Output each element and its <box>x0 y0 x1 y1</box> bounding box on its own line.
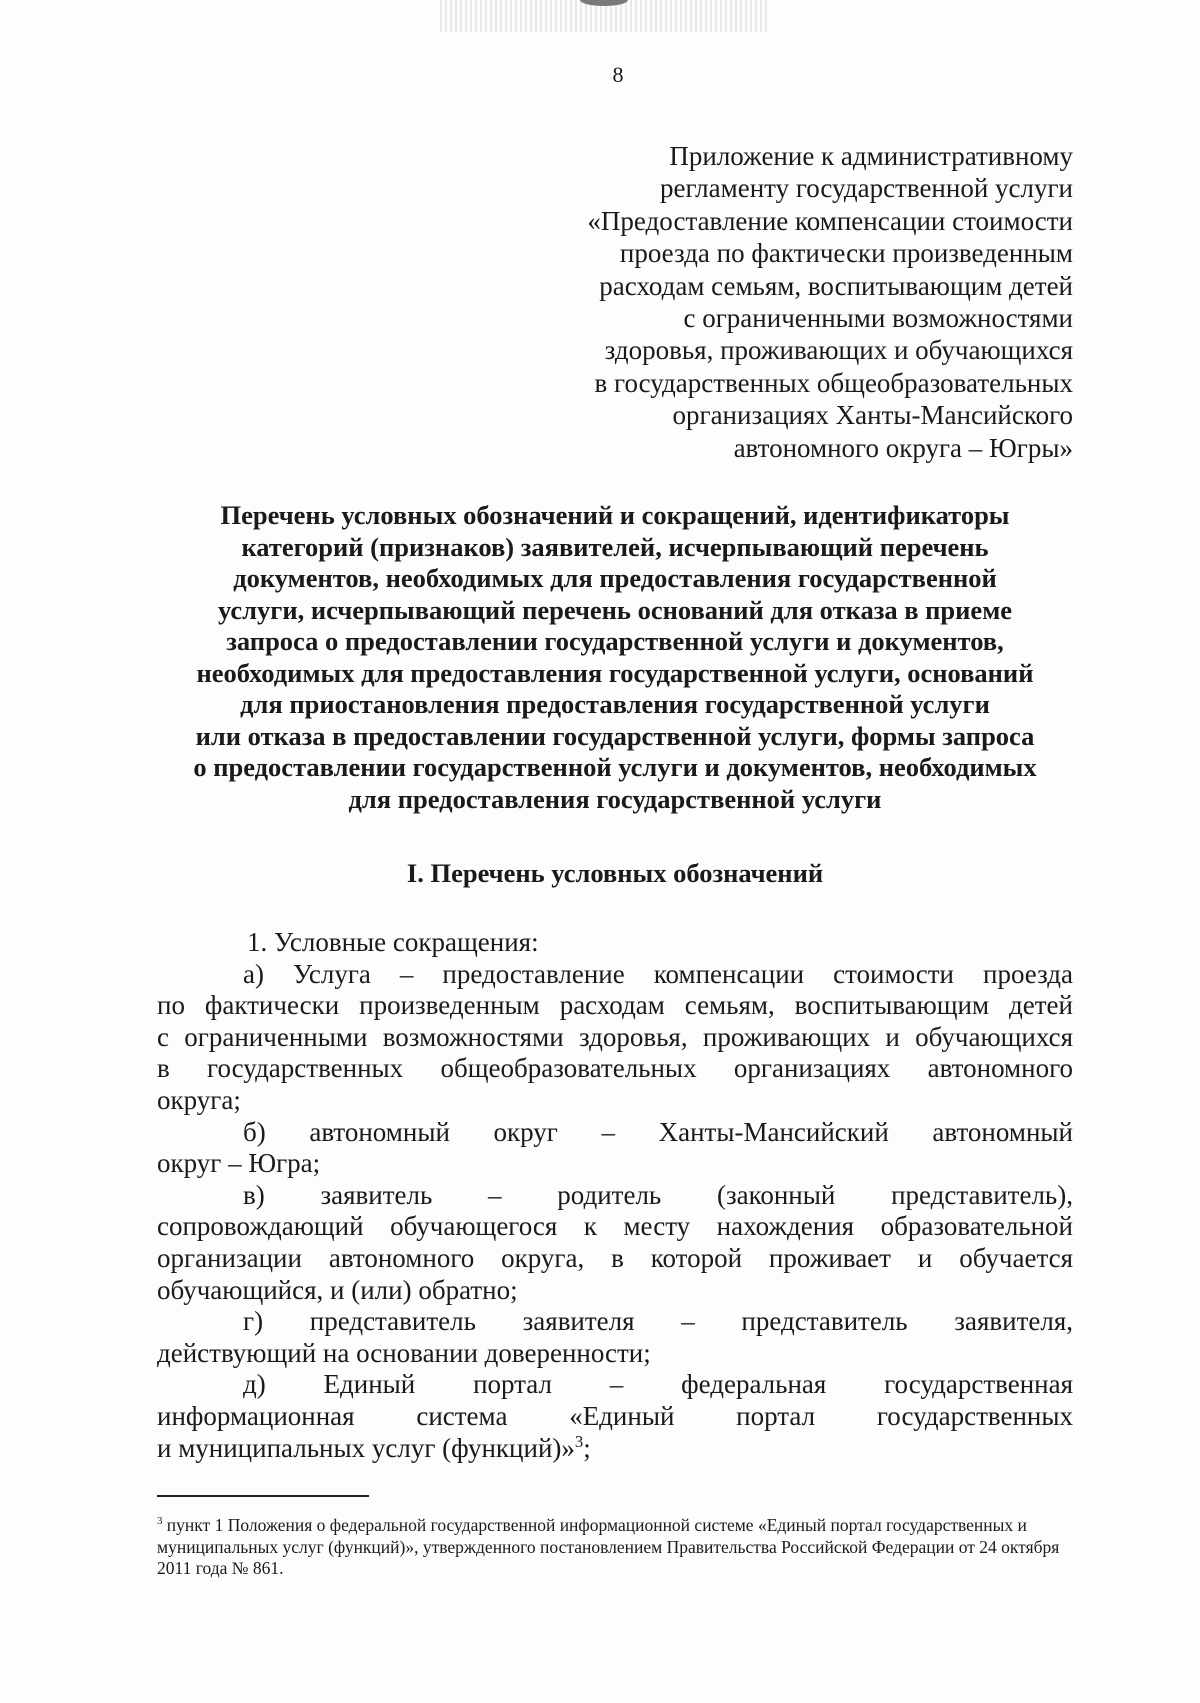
list-item <box>157 1180 1073 1306</box>
footnote <box>157 1515 1073 1580</box>
appendix-header <box>513 140 1073 464</box>
item-line: сопровождающий обучающегося к месту нахождения образовательной <box>157 1211 1073 1242</box>
title-line: о предоставлении государственной услуги и документов, необходимых <box>193 752 1037 782</box>
list-item <box>157 1369 1073 1464</box>
document-body <box>157 927 1073 1464</box>
appendix-line: с ограниченными возможностями <box>683 303 1073 334</box>
item-line: округа; <box>157 1084 241 1115</box>
item-line <box>157 1433 1073 1465</box>
title-line: категорий (признаков) заявителей, исчерпывающий перечень <box>241 531 989 562</box>
appendix-line: в государственных общеобразовательных <box>594 367 1073 398</box>
list-item <box>157 1306 1073 1369</box>
title-line: запроса о предоставлении государственной услуги и документов, <box>226 626 1004 656</box>
footnote-text: пункт 1 Положения о федеральной государственной информационной системе «Единый портал государственных и муниципальных услуг (функций)», утвержденного постановлением Правительства Российской Федерации от 24 октября 2011 года № 861. <box>157 1515 1060 1578</box>
item-line: организации автономного округа, в которой проживает и обучается <box>157 1242 1073 1273</box>
footnote-divider <box>157 1495 369 1497</box>
title-line: для предоставления государственной услуги <box>348 783 882 814</box>
appendix-line: Приложение к административному <box>669 141 1073 171</box>
title-line: услуги, исчерпывающий перечень оснований для отказа в приеме <box>217 594 1013 625</box>
item-line: информационная система «Единый портал государственных <box>157 1400 1073 1431</box>
section-heading: I. Перечень условных обозначений <box>406 858 824 888</box>
title-line: для приостановления предоставления государственной услуги <box>240 689 990 719</box>
list-item <box>157 959 1073 1117</box>
appendix-line: организациях Ханты-Мансийского <box>672 400 1073 431</box>
appendix-line: проезда по фактически произведенным <box>619 238 1073 269</box>
document-title <box>157 500 1073 815</box>
title-line: необходимых для предоставления государственной услуги, оснований <box>196 657 1034 688</box>
appendix-line: автономного округа – Югры» <box>733 432 1073 463</box>
title-line: Перечень условных обозначений и сокращений, идентификаторы <box>220 500 1010 530</box>
item-line: а) Услуга – предоставление компенсации стоимости проезда <box>243 958 1073 989</box>
item-line: в государственных общеобразовательных организациях автономного <box>157 1053 1073 1084</box>
item-line-text: и муниципальных услуг (функций)» <box>157 1432 575 1463</box>
appendix-line: расходам семьям, воспитывающим детей <box>599 270 1073 301</box>
paragraph-label: 1. Условные сокращения: <box>247 927 539 957</box>
list-item <box>157 1117 1073 1180</box>
title-line: документов, необходимых для предоставления государственной <box>233 563 997 593</box>
footnote-marker: 3 <box>157 1515 163 1528</box>
appendix-line: регламенту государственной услуги <box>659 173 1073 204</box>
item-line: действующий на основании доверенности; <box>157 1337 651 1368</box>
item-line: г) представитель заявителя – представитель заявителя, <box>243 1306 1073 1337</box>
item-line: в) заявитель – родитель (законный представитель), <box>243 1179 1073 1210</box>
item-line: б) автономный округ – Ханты-Мансийский автономный <box>243 1116 1073 1147</box>
item-line: д) Единый портал – федеральная государственная <box>243 1369 1073 1400</box>
scan-artifact <box>440 0 770 32</box>
item-line: по фактически произведенным расходам семьям, воспитывающим детей <box>157 990 1073 1021</box>
title-line: или отказа в предоставлении государственной услуги, формы запроса <box>195 720 1035 751</box>
footnote-reference: 3 <box>574 1431 584 1451</box>
appendix-line: здоровья, проживающих и обучающихся <box>604 335 1073 366</box>
item-line-tail: ; <box>583 1432 591 1463</box>
item-line: округ – Югра; <box>157 1148 321 1179</box>
item-line: обучающийся, и (или) обратно; <box>157 1274 518 1305</box>
item-line: с ограниченными возможностями здоровья, проживающих и обучающихся <box>157 1021 1073 1052</box>
appendix-line: «Предоставление компенсации стоимости <box>587 205 1073 236</box>
page-number: 8 <box>612 62 624 87</box>
